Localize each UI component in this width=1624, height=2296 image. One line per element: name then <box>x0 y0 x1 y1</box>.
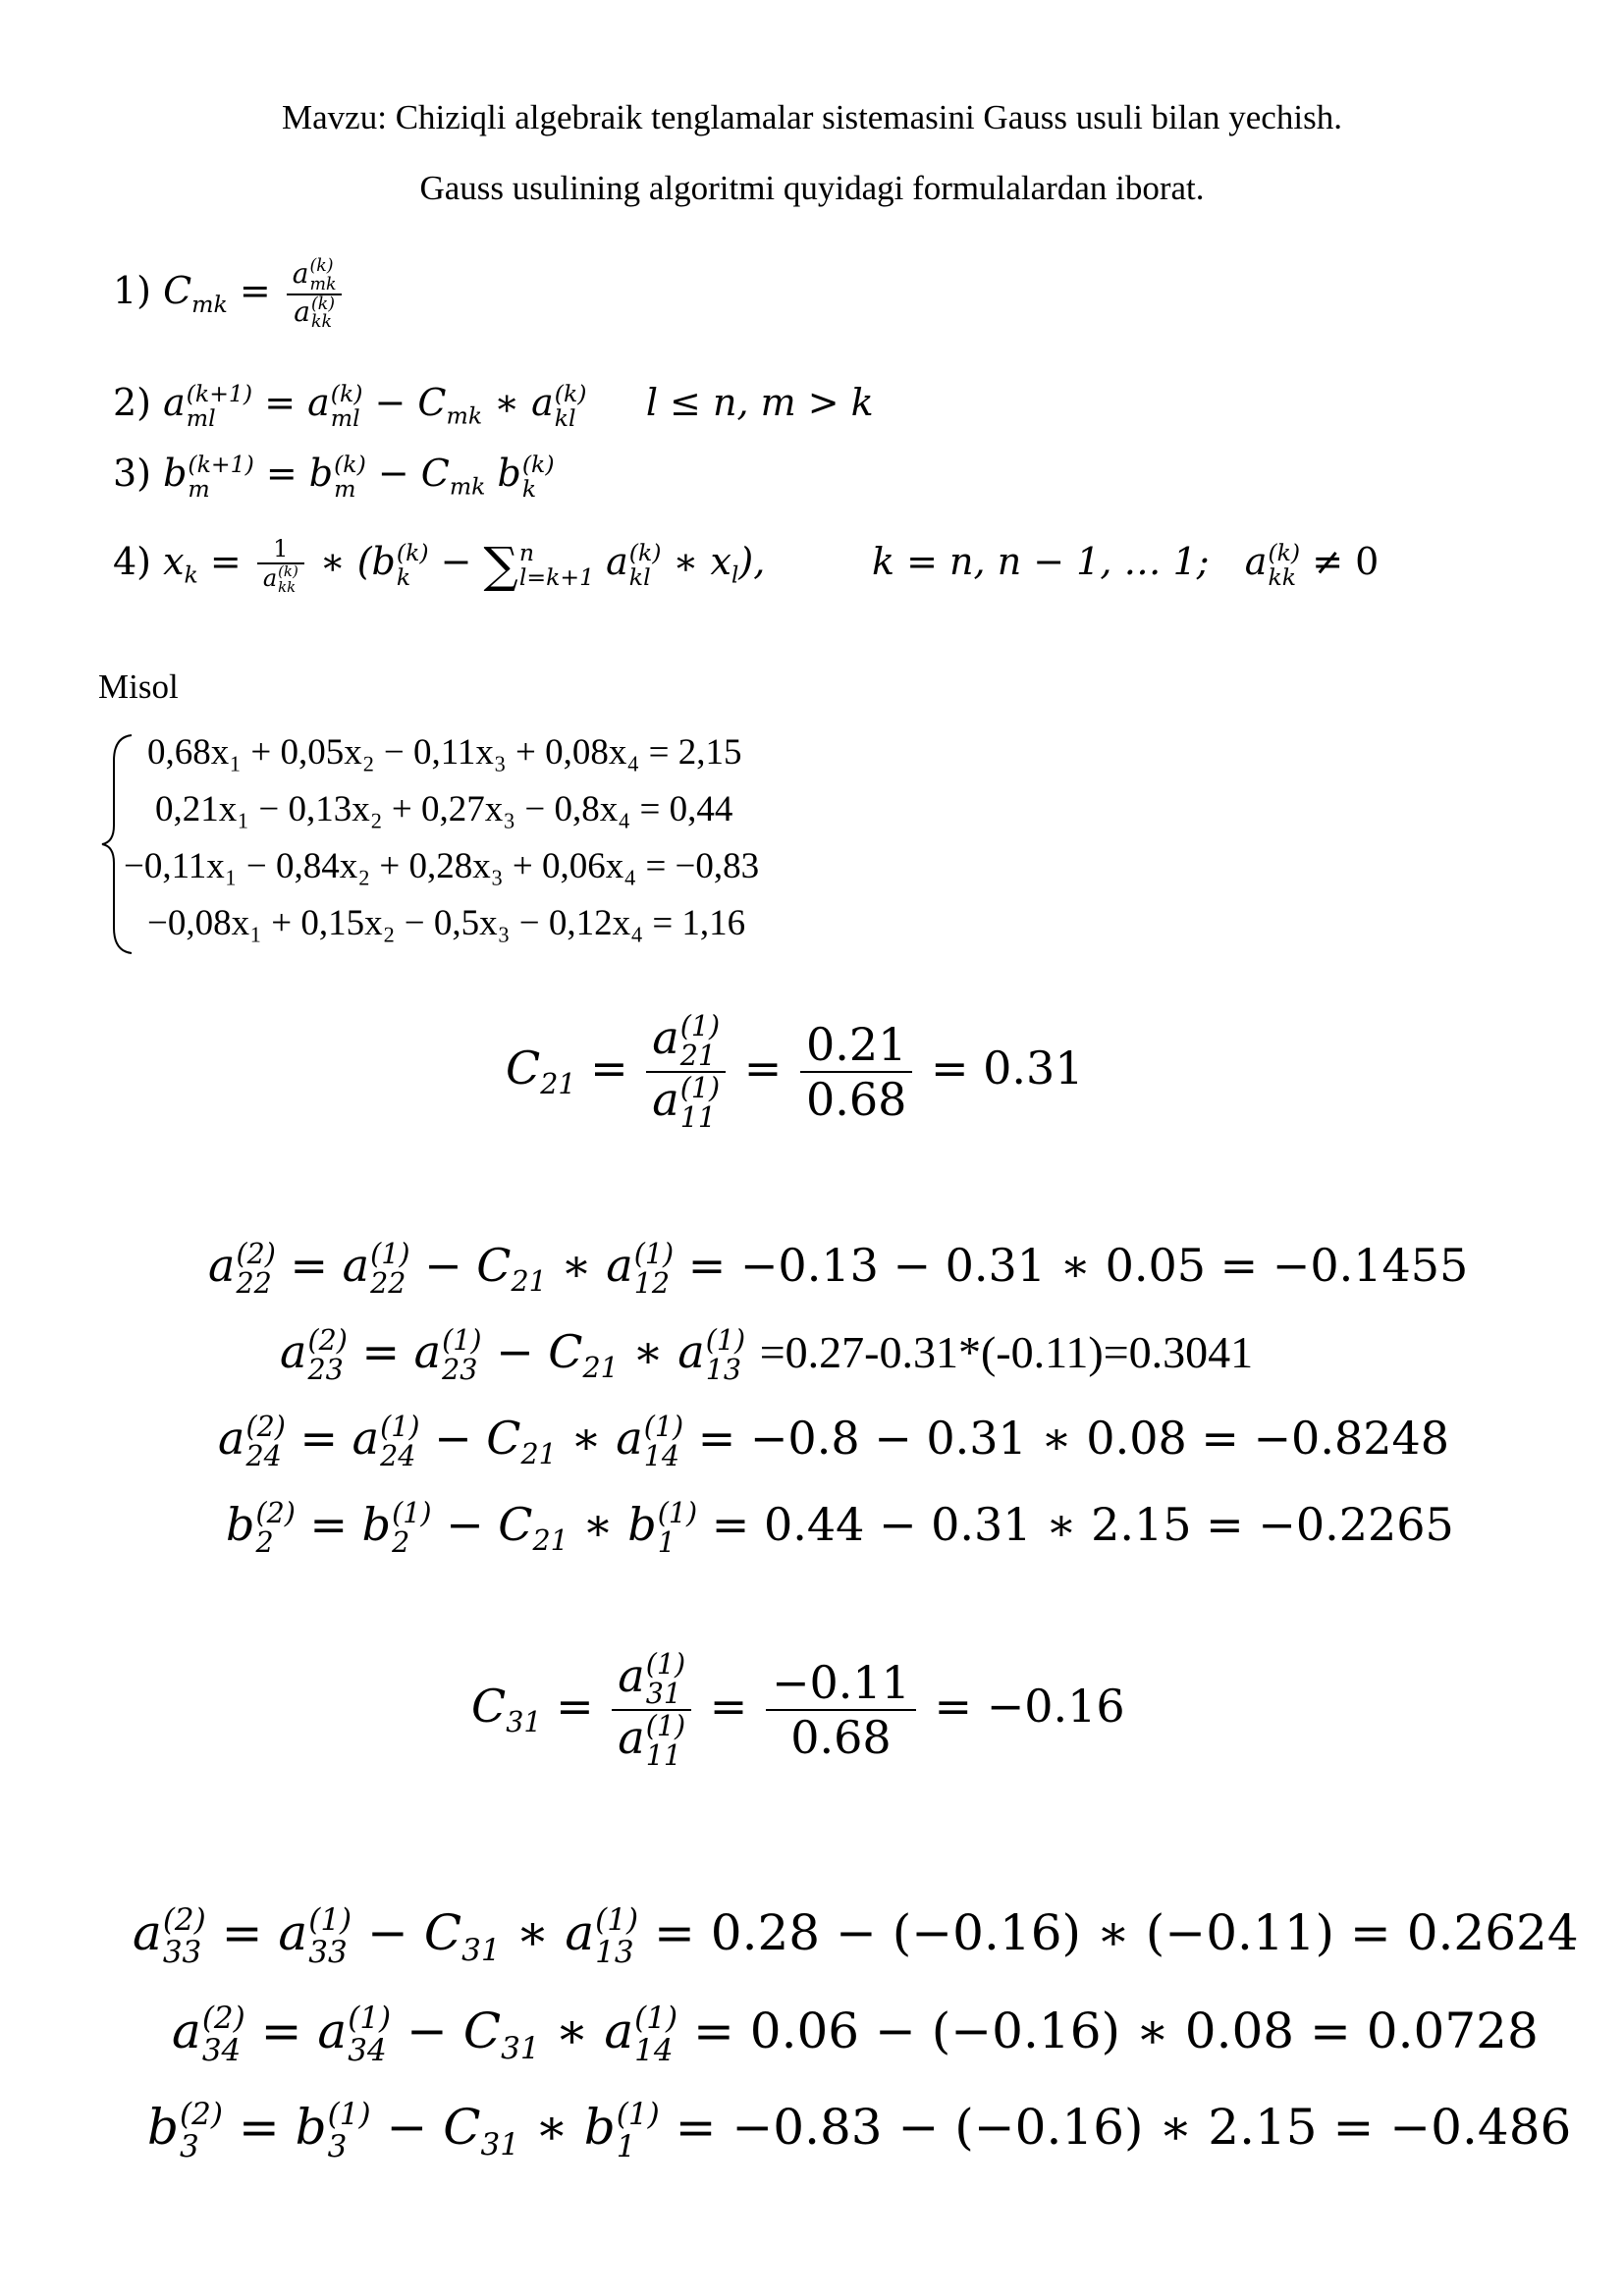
a24-value: = −0.8 − 0.31 ∗ 0.08 = −0.8248 <box>697 1412 1450 1465</box>
c21-equation: $C_{21}$ = a (1) 21 a (1) 11 = $\frac{0.21}{0.68}$ = 0.31 <box>506 1010 1084 1134</box>
formula-2-label: 2) <box>113 381 152 424</box>
a33-equation: a (2) 33 = a (1) 33 − $C_{31}$ ∗ a (1) 13 = 0.28 − (−0.16) ∗ (−0.11) = 0.2624 <box>133 1902 1579 1970</box>
page-subtitle: Gauss usulining algoritmi quyidagi formulalardan iborat. <box>419 169 1205 207</box>
b2-value: = 0.44 − 0.31 ∗ 2.15 = −0.2265 <box>711 1498 1454 1551</box>
brace-icon <box>98 731 137 957</box>
formula-1-label: 1) <box>113 269 152 313</box>
formula-3-label: 3) <box>113 452 152 495</box>
a34-value: = 0.06 − (−0.16) ∗ 0.08 = 0.0728 <box>692 2002 1539 2059</box>
equation-system <box>98 731 844 957</box>
a23-value: =0.27-0.31*(-0.11)=0.3041 <box>759 1327 1254 1377</box>
formula-3: 3) b (k+1) m = b (k) m − $C_{mk}$ b (k) k <box>113 450 555 503</box>
b3-equation: b (2) 3 = b (1) 3 − $C_{31}$ ∗ b (1) 1 = −0.83 − (−0.16) ∗ 2.15 = −0.486 <box>147 2097 1572 2164</box>
a22-value: = −0.13 − 0.31 ∗ 0.05 = −0.1455 <box>687 1239 1469 1292</box>
formula-1: 1) $C_{mk}$ = a (k) mk a (k) kk <box>113 257 346 331</box>
b3-value: = −0.83 − (−0.16) ∗ 2.15 = −0.486 <box>675 2099 1572 2156</box>
system-equation-2: 0,21x₁ − 0,13x₂ + 0,27x₃ − 0,8x₄ = 0,44 <box>155 789 733 829</box>
c31-result: = −0.16 <box>934 1679 1125 1733</box>
page-title: Mavzu: Chiziqli algebraik tenglamalar sistemasini Gauss usuli bilan yechish. <box>282 98 1342 136</box>
system-equation-4: −0,08x₁ + 0,15x₂ − 0,5x₃ − 0,12x₄ = 1,16 <box>147 903 746 943</box>
formula-2: 2) a (k+1) ml = a (k) ml − $C_{mk}$ ∗ a (k) kl l ≤ n, m > k <box>113 379 874 432</box>
formula-4: 4) $x_k$ = 1 a (k) kk ∗ (b (k) k − ∑ n l=k+1 a (k) kl ∗ $x_l$), k = n, n − 1, … 1; a (k) kk ≠ 0 <box>113 535 1380 596</box>
c21-numerator: 0.21 <box>805 1017 907 1071</box>
a33-value: = 0.28 − (−0.16) ∗ (−0.11) = 0.2624 <box>653 1904 1579 1961</box>
formula-4-label: 4) <box>113 540 152 584</box>
system-equation-1: 0,68x₁ + 0,05x₂ − 0,11x₃ + 0,08x₄ = 2,15 <box>147 732 742 773</box>
c21-denominator: 0.68 <box>800 1071 912 1126</box>
a23-equation: a (2) 23 = a (1) 23 − $C_{21}$ ∗ a (1) 13 =0.27-0.31*(-0.11)=0.3041 <box>280 1324 1254 1386</box>
c21-result: = 0.31 <box>930 1041 1084 1095</box>
system-equation-3: −0,11x₁ − 0,84x₂ + 0,28x₃ + 0,06x₄ = −0,83 <box>124 846 760 886</box>
formula-2-condition: l ≤ n, m > k <box>645 381 874 424</box>
formula-4-condition: k = n, n − 1, … 1; <box>872 540 1210 584</box>
a24-equation: a (2) 24 = a (1) 24 − $C_{21}$ ∗ a (1) 14 = −0.8 − 0.31 ∗ 0.08 = −0.8248 <box>218 1411 1450 1472</box>
example-label: Misol <box>98 667 179 706</box>
c31-equation: $C_{31}$ = a (1) 31 a (1) 11 = $\frac{-0.11}{0.68}$ = −0.16 <box>471 1648 1125 1772</box>
c31-numerator: −0.11 <box>771 1655 910 1709</box>
a22-equation: a (2) 22 = a (1) 22 − $C_{21}$ ∗ a (1) 12 = −0.13 − 0.31 ∗ 0.05 = −0.1455 <box>208 1238 1469 1300</box>
b2-equation: b (2) 2 = b (1) 2 − $C_{21}$ ∗ b (1) 1 = 0.44 − 0.31 ∗ 2.15 = −0.2265 <box>226 1497 1454 1559</box>
a34-equation: a (2) 34 = a (1) 34 − $C_{31}$ ∗ a (1) 14 = 0.06 − (−0.16) ∗ 0.08 = 0.0728 <box>172 2001 1539 2068</box>
c31-denominator: 0.68 <box>766 1709 916 1764</box>
